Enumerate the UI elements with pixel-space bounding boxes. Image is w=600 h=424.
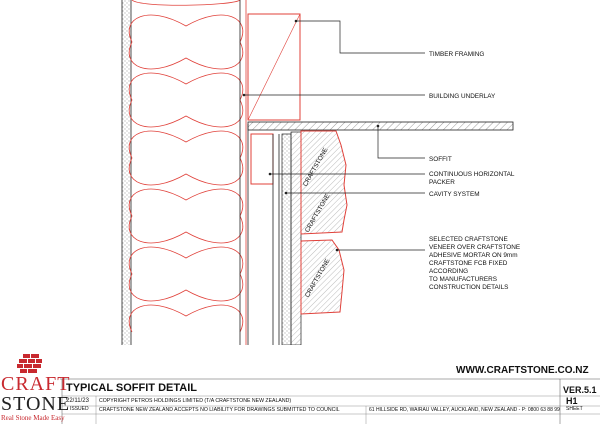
stone-label-3: CRAFTSTONE — [303, 257, 332, 299]
website: WWW.CRAFTSTONE.CO.NZ — [456, 365, 589, 376]
label-cavity: CAVITY SYSTEM — [429, 191, 480, 198]
label-veneer-6: TO MANUFACTURERS — [429, 276, 498, 283]
liability: CRAFTSTONE NEW ZEALAND ACCEPTS NO LIABILITY FOR DRAWINGS SUBMITTED TO COUNCIL — [99, 407, 340, 413]
sheet-number: H1 — [566, 396, 578, 406]
address: 61 HILLSIDE RD, WAIRAU VALLEY, AUCKLAND, NEW ZEALAND - P: 0800 63 88 99 — [369, 407, 560, 413]
label-timber-framing: TIMBER FRAMING — [429, 51, 485, 58]
version: VER.5.1 — [563, 385, 597, 395]
label-packer-1: CONTINUOUS HORIZONTAL — [429, 171, 515, 178]
sheet-label: SHEET — [566, 406, 583, 412]
label-veneer-4: CRAFTSTONE FCB FIXED — [429, 260, 508, 267]
issued-label: ISSUED — [70, 406, 89, 412]
label-soffit: SOFFIT — [429, 156, 452, 163]
drawing-title: TYPICAL SOFFIT DETAIL — [66, 382, 197, 394]
logo-craft: CRAFT — [1, 373, 71, 395]
logo-tagline: Real Stone Made Easy — [1, 414, 65, 422]
fcb-mortar-layer — [291, 132, 301, 345]
issue-date: 22/11/23 — [66, 398, 89, 404]
stone-label-2: CRAFTSTONE — [303, 192, 332, 234]
title-block — [0, 348, 600, 424]
label-veneer-1: SELECTED CRAFTSTONE — [429, 236, 508, 243]
label-veneer-3: ADHESIVE MORTAR ON 9mm — [429, 252, 518, 259]
label-veneer-5: ACCORDING — [429, 268, 469, 275]
logo-stone: STONE — [1, 393, 71, 415]
insulation — [129, 0, 243, 332]
label-building-underlay: BUILDING UNDERLAY — [429, 93, 496, 100]
stone-label-1: CRAFTSTONE — [301, 146, 330, 188]
label-veneer-2: VENEER OVER CRAFTSTONE — [429, 244, 521, 251]
soffit — [248, 122, 513, 130]
label-veneer-7: CONSTRUCTION DETAILS — [429, 284, 509, 291]
copyright: COPYRIGHT PETROS HOLDINGS LIMITED (T/A CRAFTSTONE NEW ZEALAND) — [99, 398, 292, 404]
continuous-horizontal-packer — [251, 134, 273, 184]
cavity-system — [282, 134, 291, 345]
label-packer-2: PACKER — [429, 179, 455, 186]
